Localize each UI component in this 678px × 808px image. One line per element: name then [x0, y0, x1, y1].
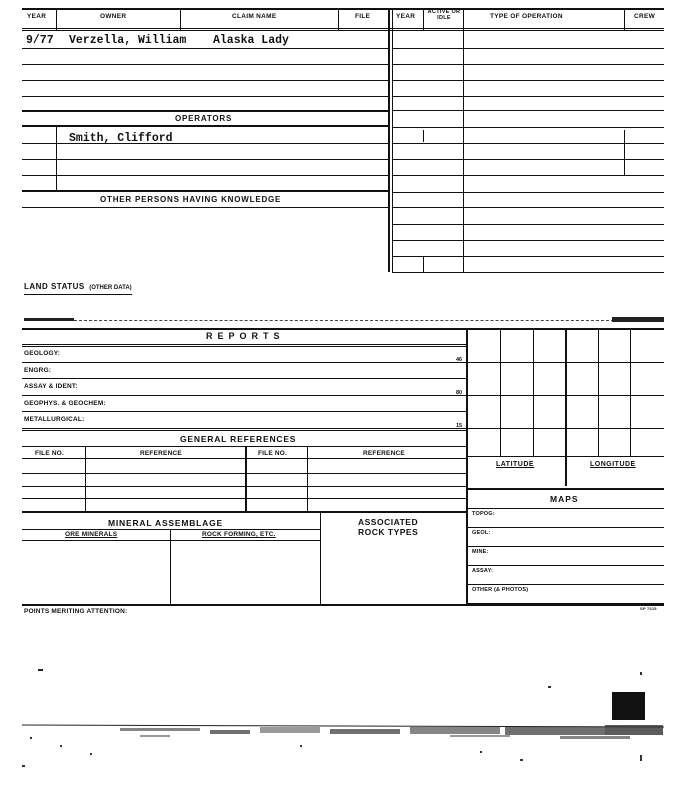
report-engrg: ENGRG: — [24, 367, 52, 374]
operator-name: Smith, Clifford — [69, 132, 173, 145]
maps-other: OTHER (& PHOTOS) — [472, 587, 529, 593]
longitude-label: LONGITUDE — [590, 461, 636, 468]
points-meriting-attention: POINTS MERITING ATTENTION: — [24, 608, 128, 615]
land-status-sub: (OTHER DATA) — [89, 285, 132, 291]
form-number: SP 7315 — [640, 606, 657, 611]
entry-owner: Verzella, William — [69, 34, 187, 47]
reports-title: REPORTS — [206, 331, 285, 341]
ref-header-file-no-1: FILE NO. — [35, 450, 65, 457]
scan-dot-2 — [548, 686, 551, 688]
report-number-46: 46 — [456, 357, 463, 363]
scan-dot-3 — [640, 672, 642, 675]
maps-title: MAPS — [550, 494, 579, 504]
mineral-assemblage-title: MINERAL ASSEMBLAGE — [108, 518, 223, 528]
scan-noise-band — [0, 715, 678, 775]
maps-geol: GEOL: — [472, 530, 491, 536]
report-number-80: 80 — [456, 390, 463, 396]
ref-header-reference-1: REFERENCE — [140, 450, 182, 457]
land-status — [24, 276, 132, 295]
header-year-2: YEAR — [396, 13, 416, 20]
scan-dot-1 — [38, 669, 43, 671]
latitude-label: LATITUDE — [496, 461, 535, 468]
header-file: FILE — [355, 13, 371, 20]
entry-claim-name: Alaska Lady — [213, 34, 289, 47]
report-geology: GEOLOGY: — [24, 350, 61, 357]
other-persons-title: OTHER PERSONS HAVING KNOWLEDGE — [100, 195, 282, 204]
report-number-15: 15 — [456, 423, 463, 429]
ore-minerals-header: ORE MINERALS — [65, 531, 118, 538]
report-metallurgical: METALLURGICAL: — [24, 416, 85, 423]
ref-header-file-no-2: FILE NO. — [258, 450, 288, 457]
header-year: YEAR — [27, 13, 47, 20]
ref-header-reference-2: REFERENCE — [363, 450, 405, 457]
rock-forming-header: ROCK FORMING, ETC. — [202, 531, 276, 538]
associated-rock-types-line1: ASSOCIATED — [358, 517, 419, 527]
report-assay-ident: ASSAY & IDENT: — [24, 383, 78, 390]
maps-mine: MINE: — [472, 549, 489, 555]
associated-rock-types-line2: ROCK TYPES — [358, 527, 419, 537]
entry-year: 9/77 — [26, 34, 54, 47]
maps-assay: ASSAY: — [472, 568, 494, 574]
header-type-of-operation: TYPE OF OPERATION — [490, 13, 563, 20]
maps-topog: TOPOG: — [472, 511, 495, 517]
general-references-title: GENERAL REFERENCES — [180, 434, 297, 444]
header-claim-name: CLAIM NAME — [232, 13, 277, 20]
report-geophys-geochem: GEOPHYS. & GEOCHEM: — [24, 400, 106, 407]
operators-title: OPERATORS — [175, 114, 233, 123]
land-status-label: LAND STATUS — [24, 282, 85, 291]
header-owner: OWNER — [100, 13, 127, 20]
header-crew: CREW — [634, 13, 656, 20]
header-active-or-idle: ACTIVE OR IDLE — [427, 9, 461, 21]
